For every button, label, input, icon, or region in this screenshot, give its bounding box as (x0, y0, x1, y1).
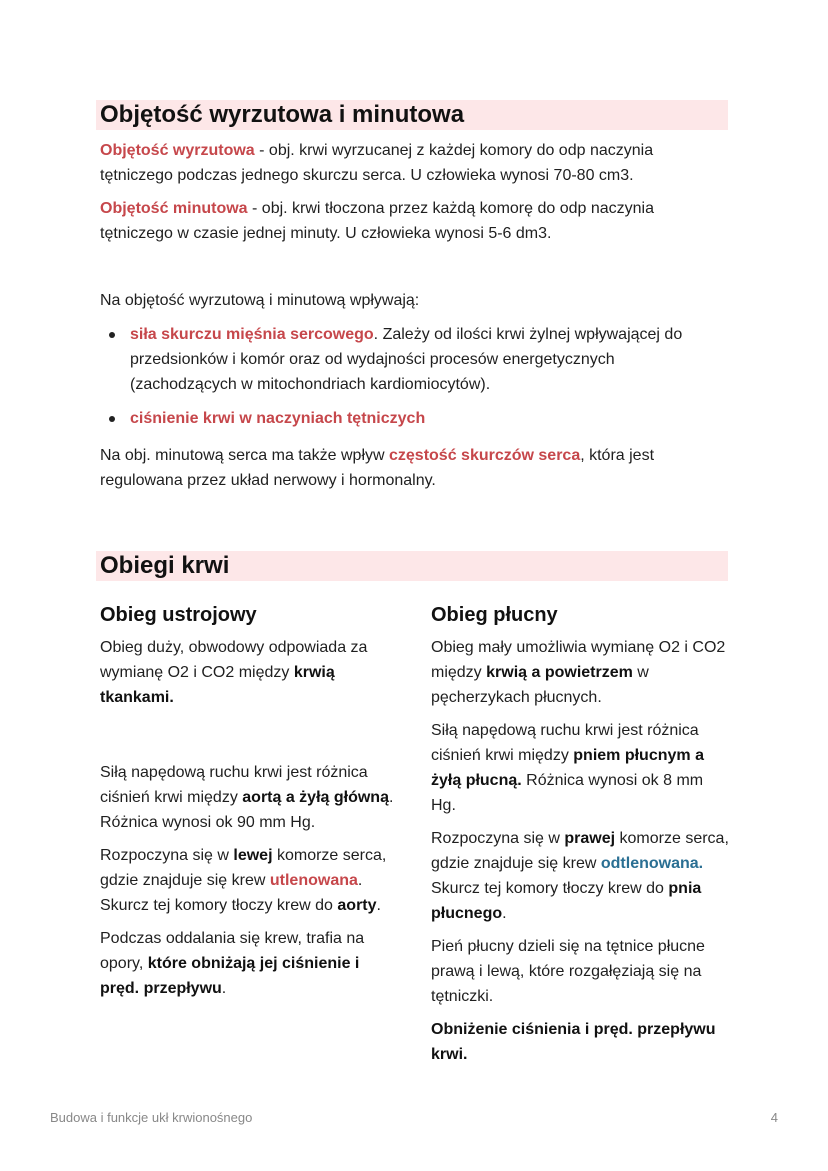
column-systemic-circulation (100, 601, 400, 1009)
paragraph: Siłą napędową ruchu krwi jest różnica ciśnień krwi między pniem płucnym a żyłą płucną. Różnica wynosi ok 8 mm Hg. (431, 722, 704, 814)
paragraph-stroke-volume: Objętość wyrzutowa - obj. krwi wyrzucanej z każdej komory do odp naczynia tętniczego podczas jednego skurczu serca. U człowieka wynosi 70-80 cm3. (100, 142, 654, 184)
paragraph: Pień płucny dzieli się na tętnice płucne prawą i lewą, które rozgałęziają się na tętniczki. (431, 938, 705, 1005)
column-pulmonary-circulation (431, 601, 731, 1075)
column-title-systemic: Obieg ustrojowy (100, 604, 257, 626)
term-stroke-volume: Objętość wyrzutowa (100, 142, 255, 159)
list-item: siła skurczu mięśnia sercowego. Zależy od ilości krwi żylnej wpływającej do przedsionków i komór oraz od wydajności procesów energetycznych (zachodzących w mitochondriach kardiomiocytów). (100, 322, 720, 397)
section-heading-circulation: Obiegi krwi (96, 551, 728, 581)
paragraph-heart-rate: Na obj. minutową serca ma także wpływ częstość skurczów serca, która jest regulowana przez układ nerwowy i hormonalny. (100, 447, 655, 489)
section-heading-volumes: Objętość wyrzutowa i minutowa (96, 100, 728, 130)
term-deoxygenated: odtlenowana. (600, 855, 704, 872)
bullet-dot-icon (109, 332, 115, 338)
paragraph-influences-intro: Na objętość wyrzutową i minutową wpływają: (100, 292, 420, 309)
paragraph: Obieg duży, obwodowy odpowiada za wymianę O2 i CO2 między krwią tkankami. (100, 639, 368, 706)
column-title-pulmonary: Obieg płucny (431, 604, 558, 626)
term-heart-rate: częstość skurczów serca (389, 447, 581, 464)
term-minute-volume: Objętość minutowa (100, 200, 248, 217)
footer-page-number: 4 (770, 1110, 778, 1125)
paragraph: Rozpoczyna się w prawej komorze serca, gdzie znajduje się krew odtlenowana. Skurcz tej komory tłoczy krew do pnia płucnego. (431, 830, 729, 922)
paragraph-minute-volume: Objętość minutowa - obj. krwi tłoczona przez każdą komorę do odp naczynia tętniczego w czasie jednej minuty. U człowieka wynosi 5-6 dm3. (100, 200, 654, 242)
footer-document-title: Budowa i funkcje ukł krwionośnego (50, 1110, 253, 1125)
list-item: ciśnienie krwi w naczyniach tętniczych (100, 406, 720, 431)
paragraph: Rozpoczyna się w lewej komorze serca, gdzie znajduje się krew utlenowana. Skurcz tej komory tłoczy krew do aorty. (100, 847, 387, 914)
paragraph: Obieg mały umożliwia wymianę O2 i CO2 między krwią a powietrzem w pęcherzykach płucnych. (431, 639, 726, 706)
influences-list (100, 322, 720, 431)
paragraph: Podczas oddalania się krew, trafia na opory, które obniżają jej ciśnienie i pręd. przepływu. (100, 930, 365, 997)
term-oxygenated: utlenowana (269, 872, 358, 889)
bullet-dot-icon (109, 416, 115, 422)
paragraph: Obniżenie ciśnienia i pręd. przepływu krwi. (431, 1021, 716, 1063)
paragraph: Siłą napędową ruchu krwi jest różnica ciśnień krwi między aortą a żyłą główną. Różnica wynosi ok 90 mm Hg. (100, 764, 394, 831)
